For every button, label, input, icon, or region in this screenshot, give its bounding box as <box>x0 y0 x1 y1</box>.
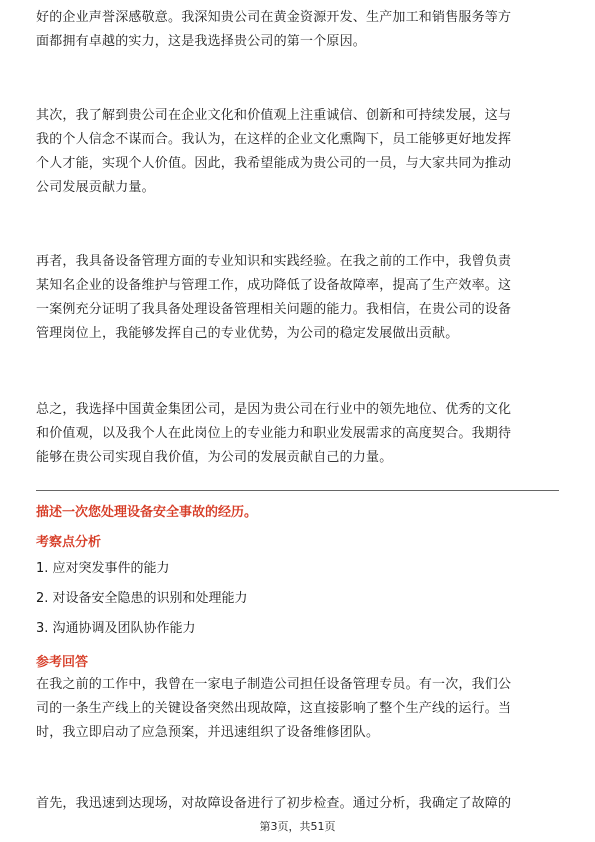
analysis-item: 1. 应对突发事件的能力 <box>36 561 170 576</box>
section-divider <box>36 490 559 491</box>
answer-title: 参考回答 <box>36 655 89 670</box>
paragraph-line: 总之，我选择中国黄金集团公司，是因为贵公司在行业中的领先地位、优秀的文化 <box>36 402 512 417</box>
paragraph-line: 和价值观，以及我个人在此岗位上的专业能力和职业发展需求的高度契合。我期待 <box>36 426 512 441</box>
paragraph-2 <box>36 104 559 200</box>
paragraph-line: 个人才能，实现个人价值。因此，我希望能成为贵公司的一员，与大家共同为推动 <box>36 156 512 171</box>
paragraph-3 <box>36 250 559 346</box>
paragraph-line: 公司发展贡献力量。 <box>36 180 155 195</box>
paragraph-line: 首先，我迅速到达现场，对故障设备进行了初步检查。通过分析，我确定了故障的 <box>36 796 512 811</box>
paragraph-line: 时，我立即启动了应急预案，并迅速组织了设备维修团队。 <box>36 725 380 740</box>
paragraph-line: 其次，我了解到贵公司在企业文化和价值观上注重诚信、创新和可持续发展，这与 <box>36 108 512 123</box>
analysis-item: 3. 沟通协调及团队协作能力 <box>36 621 196 636</box>
paragraph-line: 司的一条生产线上的关键设备突然出现故障，这直接影响了整个生产线的运行。当 <box>36 701 512 716</box>
question-title: 描述一次您处理设备安全事故的经历。 <box>36 505 258 520</box>
paragraph-line: 在我之前的工作中，我曾在一家电子制造公司担任设备管理专员。有一次，我们公 <box>36 677 512 692</box>
paragraph-line: 能够在贵公司实现自我价值，为公司的发展贡献自己的力量。 <box>36 450 393 465</box>
paragraph-line: 我的个人信念不谋而合。我认为，在这样的企业文化熏陶下，员工能够更好地发挥 <box>36 132 512 147</box>
paragraph-1 <box>36 6 559 54</box>
paragraph-line: 管理岗位上，我能够发挥自己的专业优势，为公司的稳定发展做出贡献。 <box>36 326 459 341</box>
analysis-item: 2. 对设备安全隐患的识别和处理能力 <box>36 591 248 606</box>
answer-paragraph-1 <box>36 673 559 745</box>
paragraph-4 <box>36 398 559 470</box>
paragraph-line: 再者，我具备设备管理方面的专业知识和实践经验。在我之前的工作中，我曾负责 <box>36 254 512 269</box>
paragraph-line: 好的企业声誉深感敬意。我深知贵公司在黄金资源开发、生产加工和销售服务等方 <box>36 10 512 25</box>
answer-paragraph-2 <box>36 792 559 816</box>
page-number: 第3页，共51页 <box>259 820 336 833</box>
paragraph-line: 面都拥有卓越的实力，这是我选择贵公司的第一个原因。 <box>36 34 367 49</box>
paragraph-line: 某知名企业的设备维护与管理工作，成功降低了设备故障率，提高了生产效率。这 <box>36 278 512 293</box>
paragraph-line: 一案例充分证明了我具备处理设备管理相关问题的能力。我相信，在贵公司的设备 <box>36 302 512 317</box>
analysis-title: 考察点分析 <box>36 535 102 550</box>
